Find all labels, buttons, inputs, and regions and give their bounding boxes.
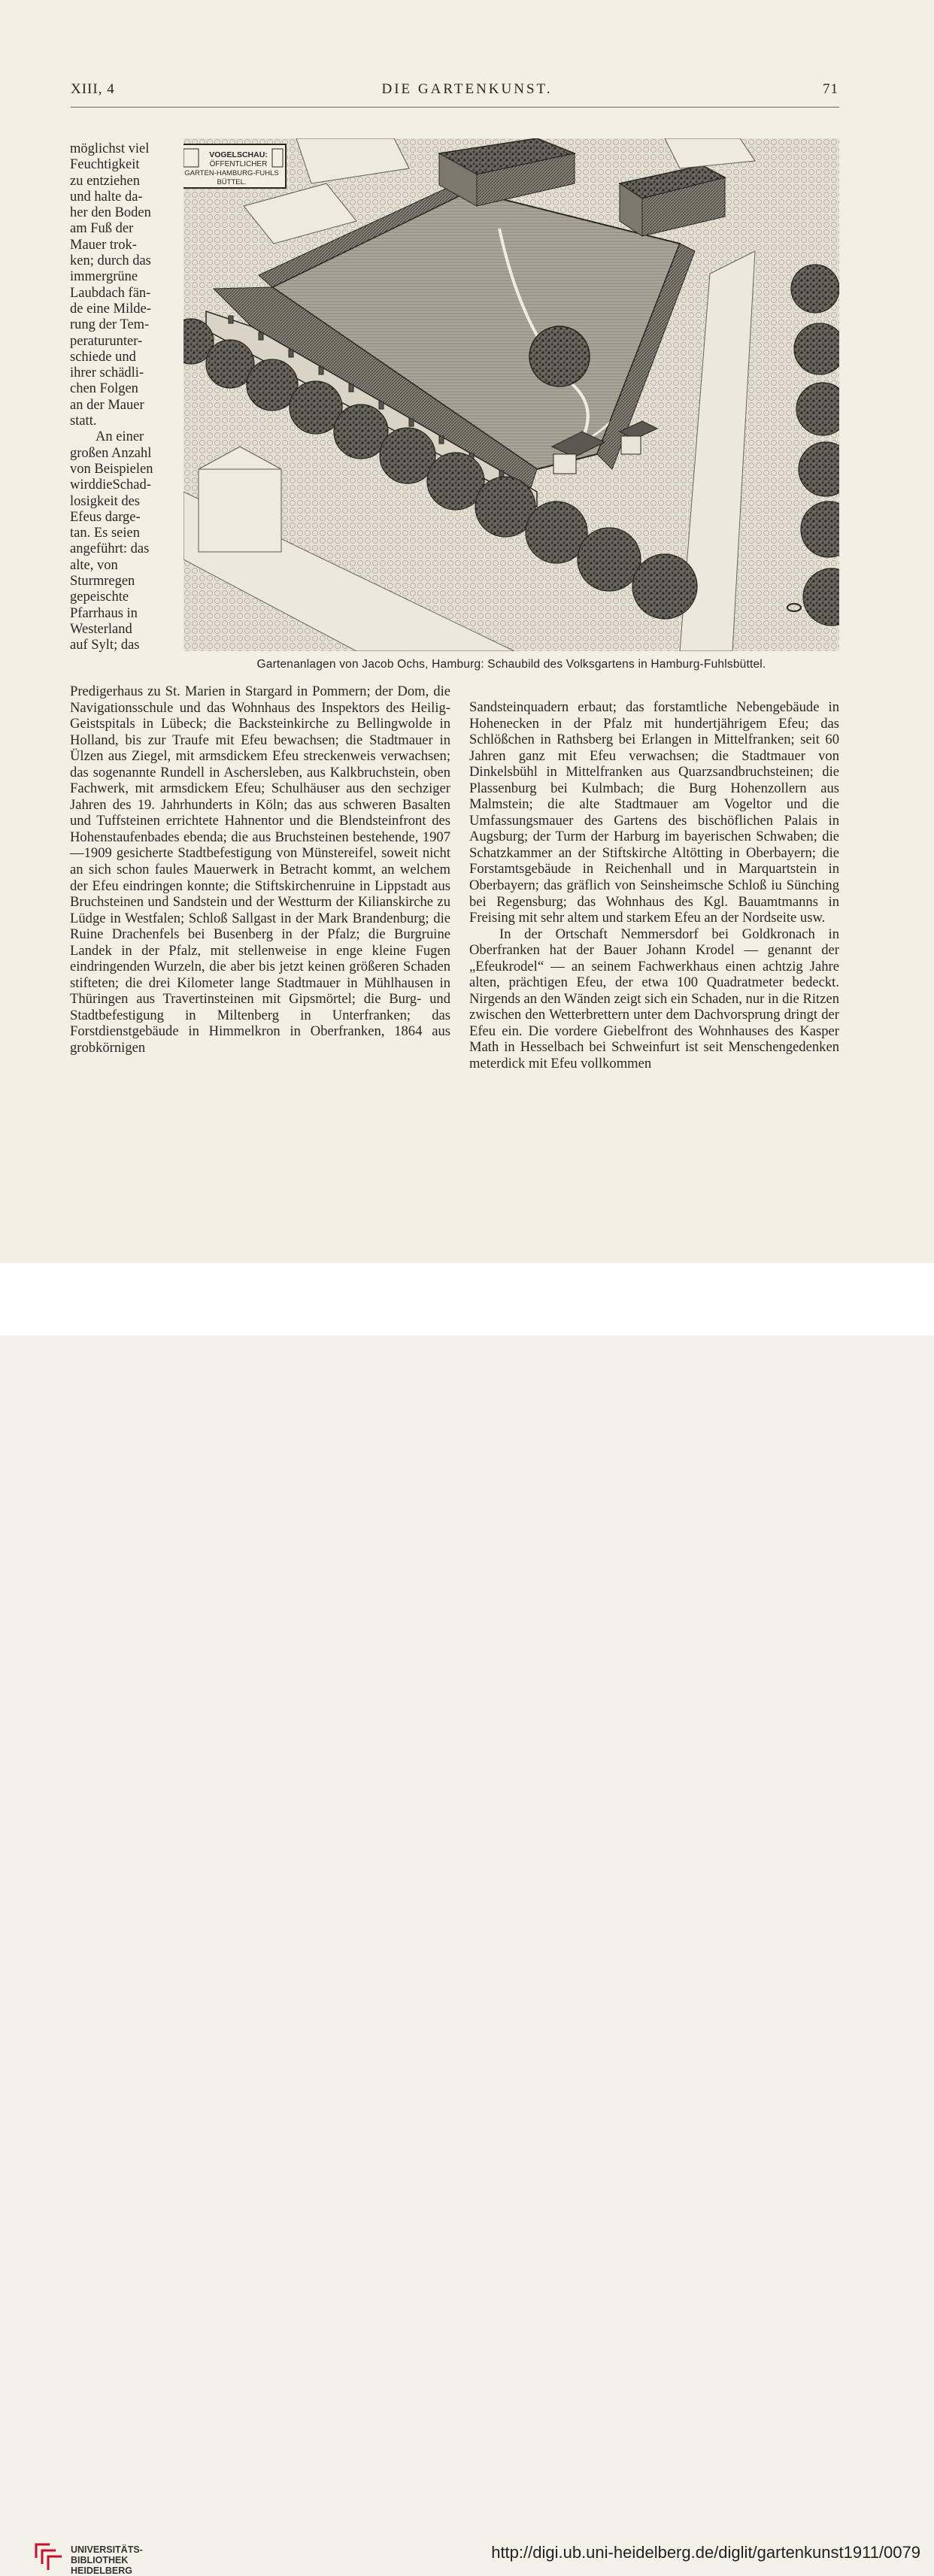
viewer-footer — [0, 1263, 934, 2576]
sidebar-line: gepeischte — [70, 589, 129, 605]
library-name-line-2: BIBLIOTHEK — [71, 2555, 129, 2565]
sign-line-3: GARTEN-HAMBURG-FUHLS — [184, 169, 279, 177]
sign-line-2: ÖFFENTLICHER — [209, 160, 268, 168]
sidebar-line: tan. Es seien — [70, 526, 140, 541]
sidebar-line: Sturmregen — [70, 574, 135, 589]
page-number: 71 — [823, 81, 838, 97]
sidebar-line: her den Boden — [70, 205, 151, 221]
left-paragraph: Predigerhaus zu St. Marien in Stargard in Pommern; der Dom, die Navigationsschule und das Wohnhaus des Inspektors des Heilig-Geistspitals in Lübeck; die Backsteinkirche zu Bellingwolde in Holland, bis zur Traufe mit Efeu bewachsen; die Stadtmauer in Ülzen aus Ziegel, mit armsdickem Efeu streckenweis verwachsen; das sogenannte Rundell in Aschersleben, aus Kalkbruchstein, oben Fachwerk, mit armsdickem Efeu; Schulhäuser aus den sechziger Jahren des 19. Jahrhunderts in Köln; das aus schweren Basalten und Tuffsteinen errichtete Hahnentor und die Blendsteinfront des Hohenstaufenbades ebenda; die aus Bruchsteinen bestehende, 1907—1909 gesicherte Stadtbefestigung von Münstereifel, soweit nicht an sich schon faules Mauerwerk in Betracht kommt, an welchem der Efeu eindringen konnte; die Stiftskirchenruine in Lippstadt aus Bruchsteinen und Sandstein und der Westturm der Kilianskirche zu Lüdge in Westfalen; Schloß Sallgast in der Mark Brandenburg; die Ruine Drachenfels bei Busenberg in der Pfalz; die Burgruine Landek in der Pfalz, mit stellenweise in enge kleine Fugen eindringenden Wurzeln, die aber bis jetzt keinen größeren Schaden stifteten; die drei Kilometer lange Stadtmauer in Mühlhausen in Thüringen aus Travertinsteinen mit Gipsmörtel; die Burg- und Stadtbefestigung in Miltenberg in Unterfranken; das Forstdienstgebäude in Himmelkron in Oberfranken, 1864 aus grobkörnigen — [70, 683, 450, 1056]
right-text-column — [469, 699, 839, 1072]
sidebar-line: Mauer trok- — [70, 237, 137, 253]
sidebar-line: statt. — [70, 414, 97, 429]
volume-number: XIII, 4 — [71, 81, 115, 97]
sidebar-line: möglichst viel — [70, 141, 150, 156]
sidebar-line: rung der Tem- — [70, 317, 150, 333]
sidebar-line: auf Sylt; das — [70, 638, 140, 653]
right-paragraph-2: In der Ortschaft Nemmersdorf bei Goldkronach in Oberfranken hat der Bauer Johann Krodel — genannt der „Efeukrodel“ — an seinem Fachwerkhaus einen achtzig Jahre alten, prächtigen Efeu, der etwa 100 Quadratmeter bedeckt. Nirgends an den Wänden zeigt sich ein Schaden, nur in die Ritzen zwischen den Wetterbrettern unter dem Dachvorsprung dringt der Efeu ein. Die vordere Giebelfront des Wohnhauses des Kasper Math in Hesselbach bei Schweinfurt ist seit Menschengedenken meterdick mit Efeu vollkommen — [469, 926, 839, 1072]
sidebar-line: Westerland — [70, 621, 132, 637]
left-text-column — [70, 683, 450, 1056]
sidebar-line: losigkeit des — [70, 493, 141, 509]
sidebar-line: und halte da- — [70, 189, 143, 205]
sidebar-line: peraturunter- — [70, 333, 143, 349]
sidebar-line: großen Anzahl — [70, 445, 152, 461]
sign-line-4: BÜTTEL. — [217, 178, 247, 186]
birdseye-view-drawing — [183, 138, 839, 651]
library-name-line-1: UNIVERSITÄTS- — [71, 2544, 143, 2555]
sidebar-line: Feuchtigkeit — [70, 157, 140, 173]
sidebar-text-column — [70, 141, 168, 654]
sidebar-line: ken; durch das — [70, 253, 151, 269]
sign-line-1: VOGELSCHAU: — [209, 150, 268, 159]
sidebar-line: Efeus darge- — [70, 509, 141, 525]
permalink-url[interactable]: http://digi.ub.uni-heidelberg.de/diglit/gartenkunst1911/0079 — [491, 2543, 920, 2562]
right-paragraph-1: Sandsteinquadern erbaut; das forstamtliche Nebengebäude in Hohenecken in der Pfalz mit hundertjährigem Efeu; das Schlößchen in Rathsberg bei Erlangen in Mittelfranken; seit 60 Jahren ganz mit Efeu verwachsen; die Stadtmauer von Dinkelsbühl in Mittelfranken aus Quarzsandbruchsteinen; die Plassenburg bei Kulmbach; die Burg Hohenzollern aus Malmstein; die alte Stadtmauer am Vogeltor und die Umfassungsmauer des Gartens des bischöflichen Palais in Augsburg; der Turm der Harburg im bayerischen Schwaben; die Schatzkammer an der Stiftskirche Altötting in Oberbayern; die Forstamtsgebäude in Reichenhall und in Marquartstein in Oberbayern; das gräflich von Seinsheimsche Schloß iu Sünching bei Regensburg; das Wohnhaus des Kgl. Bauamtmanns in Freising mit sehr altem und starkem Efeu an der Nordseite usw. — [469, 699, 839, 926]
figure-caption: Gartenanlagen von Jacob Ochs, Hamburg: Schaubild des Volksgartens in Hamburg-Fuhlsbüttel. — [256, 658, 766, 671]
header-rule — [71, 107, 839, 108]
library-name — [71, 2544, 143, 2576]
garden-illustration — [183, 138, 839, 651]
sidebar-line: de eine Milde- — [70, 301, 151, 317]
sidebar-line: Pfarrhaus in — [70, 605, 138, 621]
sidebar-line: An einer — [96, 429, 144, 445]
sidebar-line: Laubdach fän- — [70, 285, 151, 301]
sidebar-line: alte, von — [70, 557, 118, 573]
sidebar-line: chen Folgen — [70, 381, 138, 397]
sidebar-line: wirddieSchad- — [70, 477, 151, 493]
sidebar-line: an der Mauer — [70, 397, 144, 413]
sidebar-line: angeführt: das — [70, 541, 150, 557]
sidebar-line: am Fuß der — [70, 221, 134, 237]
library-name-line-3: HEIDELBERG — [71, 2565, 132, 2576]
sidebar-line: zu entziehen — [70, 173, 140, 189]
library-logo-icon — [33, 2540, 66, 2573]
sidebar-line: von Beispielen — [70, 461, 153, 477]
sidebar-line: schiede und — [70, 349, 136, 365]
sidebar-line: ihrer schädli- — [70, 365, 144, 381]
sidebar-line: immergrüne — [70, 269, 138, 285]
running-title: DIE GARTENKUNST. — [381, 81, 553, 97]
scanned-page — [0, 0, 934, 1263]
